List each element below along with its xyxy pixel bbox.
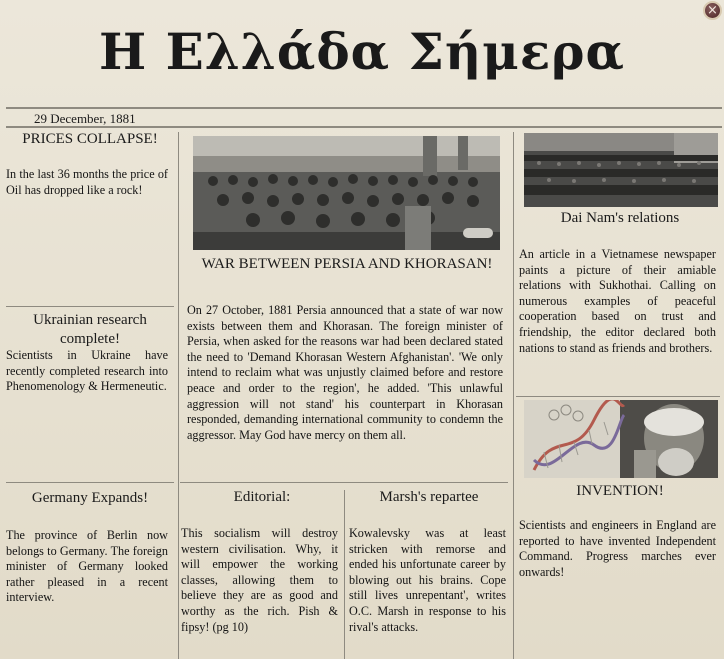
dainam-headline: Dai Nam's relations bbox=[560, 210, 680, 226]
war-headline: WAR BETWEEN PERSIA AND KHORASAN! bbox=[201, 256, 493, 272]
ukraine-article: Scientists in Ukraine have recently completed research into Phenomenology & Hermeneutic. bbox=[6, 348, 168, 394]
editorial-article: This socialism will destroy western civilisation. Why, it will empower the working classes, allowing them to believe they are as good and worthy as the rich. Pish & fipsy! (pg 10) bbox=[181, 526, 338, 634]
dainam-article: An article in a Vietnamese newspaper paints a picture of their amiable relations with Sukhothai. Calling on numerous examples of peaceful cooperation based on trust and friendship, the editor declared both nations to stand as friends and brothers. bbox=[519, 247, 716, 355]
invention-article: Scientists and engineers in England are reported to have invented Independent Command. Progress marches ever onwards! bbox=[519, 518, 716, 579]
war-article: On 27 October, 1881 Persia announced that a state of war now exists between them and Khorasan. The foreign minister of Persia, when asked for the reasons war had been declared stated the need to 'Demand Khorasan Western Afghanistan'. 'We only intend to reclaim what was unjustly claimed before and restore peace and order to the region', he added. 'This unlawful aggression will not stand' his counterpart in Khorasan responded, demanding international community to condemn the aggressor. May God have mercy on them all. bbox=[187, 303, 503, 442]
dna-portrait-image bbox=[524, 400, 718, 478]
close-icon: × bbox=[707, 3, 718, 18]
invention-photo bbox=[524, 400, 718, 478]
column-rule-2 bbox=[513, 132, 514, 659]
issue-date: 29 December, 1881 bbox=[34, 111, 136, 126]
center-divider bbox=[180, 482, 508, 483]
germany-article: The province of Berlin now belongs to Germany. The foreign minister of Germany looked rather pleased in a recent interview. bbox=[6, 528, 168, 605]
germany-headline: Germany Expands! bbox=[31, 490, 149, 506]
right-divider bbox=[516, 396, 720, 397]
crowd-photo-image bbox=[524, 133, 718, 207]
ukraine-headline: Ukrainian research complete! bbox=[33, 312, 147, 347]
column-rule-3 bbox=[344, 490, 345, 659]
prices-article: In the last 36 months the price of Oil has dropped like a rock! bbox=[6, 167, 168, 197]
close-button[interactable] bbox=[703, 1, 722, 20]
soldiers-photo-image bbox=[193, 136, 500, 250]
masthead-title: Η Ελλάδα Σήμερα bbox=[98, 22, 625, 81]
left-divider-1 bbox=[6, 306, 174, 307]
editorial-headline: Editorial: bbox=[233, 489, 291, 505]
masthead-rule-top bbox=[6, 107, 722, 109]
left-divider-2 bbox=[6, 482, 174, 483]
marsh-article: Kowalevsky was at least stricken with remorse and ended his unfortunate career by blowing out his brains. Cope still lives unrepentant', writes O.C. Marsh in response to his rival's attacks. bbox=[349, 526, 506, 634]
war-photo bbox=[193, 136, 500, 250]
prices-headline: PRICES COLLAPSE! bbox=[22, 131, 158, 147]
column-rule-1 bbox=[178, 132, 179, 659]
marsh-headline: Marsh's repartee bbox=[379, 489, 479, 505]
crowd-photo bbox=[524, 133, 718, 207]
invention-headline: INVENTION! bbox=[576, 483, 664, 499]
